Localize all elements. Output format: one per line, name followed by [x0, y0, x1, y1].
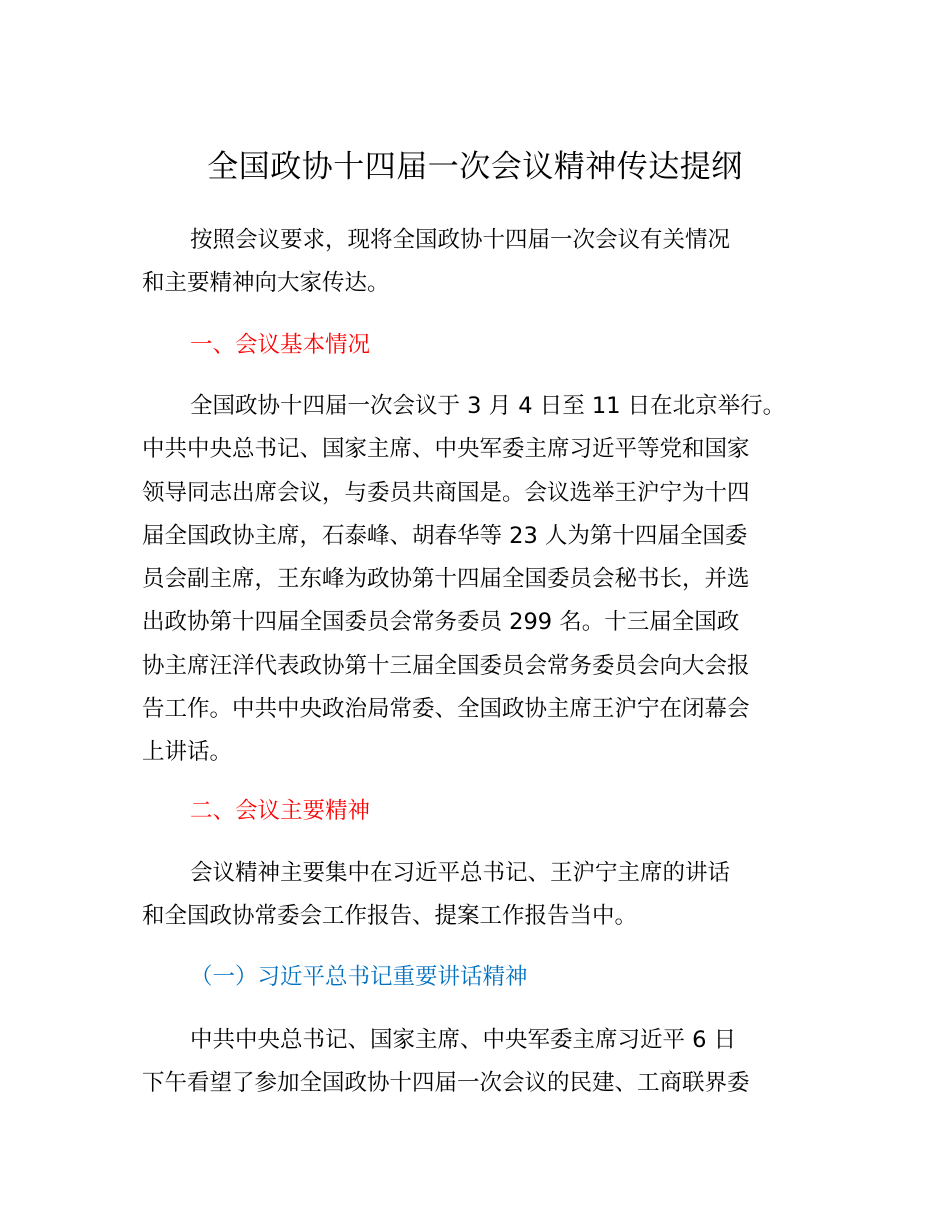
subsection-1-line: 中共中央总书记、国家主席、中央军委主席习近平 6 日 [190, 1027, 737, 1053]
intro-line-1: 按照会议要求，现将全国政协十四届一次会议有关情况 [190, 227, 731, 253]
section-1-line: 协主席汪洋代表政协第十三届全国委员会常务委员会向大会报 [142, 652, 750, 679]
section-2-paragraph [142, 852, 822, 939]
intro-paragraph [142, 219, 822, 306]
section-1-line: 中共中央总书记、国家主席、中央军委主席习近平等党和国家 [142, 436, 750, 463]
document-title: 全国政协十四届一次会议精神传达提纲 [207, 149, 743, 185]
subsection-1-line: 下午看望了参加全国政协十四届一次会议的民建、工商联界委 [142, 1070, 750, 1097]
subsection-1-paragraph [142, 1019, 822, 1106]
section-2-line: 和全国政协常委会工作报告、提案工作报告当中。 [142, 903, 638, 930]
section-1-paragraph [142, 385, 822, 775]
section-1-heading: 一、会议基本情况 [190, 332, 371, 358]
section-1-line: 领导同志出席会议，与委员共商国是。会议选举王沪宁为十四 [142, 479, 750, 506]
subsection-1-heading: （一）习近平总书记重要讲话精神 [190, 964, 528, 990]
section-2-line: 会议精神主要集中在习近平总书记、王沪宁主席的讲话 [190, 860, 731, 886]
section-1-line: 出政协第十四届全国委员会常务委员 299 名。十三届全国政 [142, 609, 740, 636]
section-1-line: 上讲话。 [142, 739, 233, 766]
section-1-line: 员会副主席，王东峰为政协第十四届全国委员会秘书长，并选 [142, 566, 750, 593]
section-1-line: 告工作。中共中央政治局常委、全国政协主席王沪宁在闭幕会 [142, 696, 750, 723]
intro-line-2: 和主要精神向大家传达。 [142, 270, 390, 297]
section-2-heading: 二、会议主要精神 [190, 798, 371, 824]
section-1-line: 全国政协十四届一次会议于 3 月 4 日至 11 日在北京举行。 [190, 393, 786, 419]
section-1-line: 届全国政协主席，石泰峰、胡春华等 23 人为第十四届全国委 [142, 522, 748, 549]
